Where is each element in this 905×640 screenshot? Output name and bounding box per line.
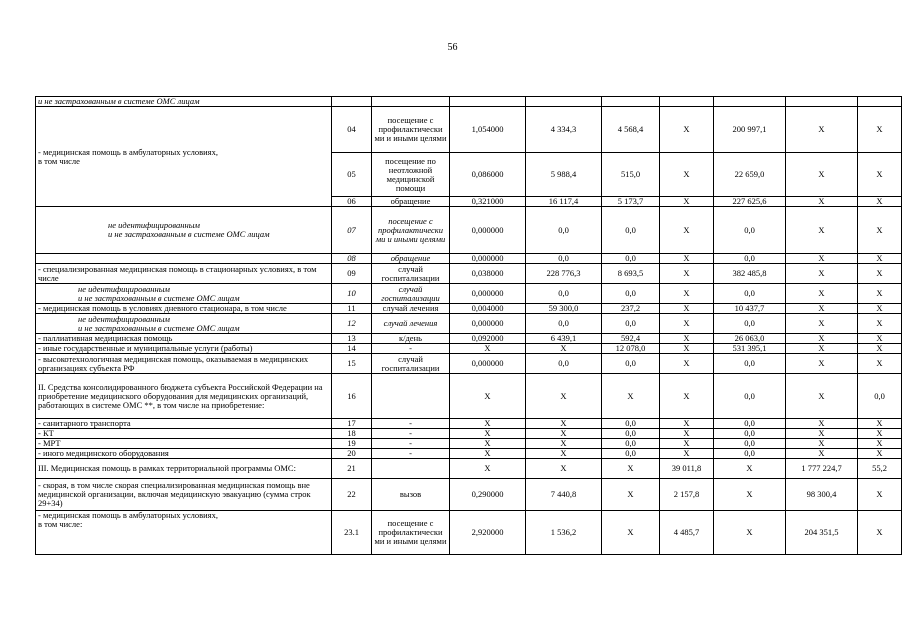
cell-per-capita-oms: X <box>660 334 714 344</box>
row-description <box>36 459 332 479</box>
row-unit <box>372 459 450 479</box>
cell-volume-norm: 0,086000 <box>450 153 526 197</box>
row-number: 04 <box>332 107 372 153</box>
row-description <box>36 511 332 555</box>
cell-unit-cost: X <box>526 459 602 479</box>
row-number: 21 <box>332 459 372 479</box>
table-row <box>36 449 902 459</box>
cell-percent: 0,0 <box>858 374 902 419</box>
cell-unit-cost: 16 117,4 <box>526 197 602 207</box>
cell-per-capita-budget: 515,0 <box>602 153 660 197</box>
cell-cost-budget: 0,0 <box>714 284 786 304</box>
cell-cost-oms <box>786 97 858 107</box>
row-description <box>36 334 332 344</box>
cell-volume-norm: 0,038000 <box>450 264 526 284</box>
row-number <box>332 97 372 107</box>
cell-cost-budget: X <box>714 511 786 555</box>
cell-volume-norm: 0,000000 <box>450 354 526 374</box>
cell-cost-budget: X <box>714 479 786 511</box>
cell-per-capita-oms: X <box>660 264 714 284</box>
cell-per-capita-oms: X <box>660 439 714 449</box>
row-description-text: - медицинская помощь в условиях дневного стационара, в том числе <box>38 303 287 313</box>
row-description <box>36 419 332 429</box>
row-description <box>36 254 332 264</box>
cell-per-capita-oms: X <box>660 354 714 374</box>
cell-percent: X <box>858 304 902 314</box>
cell-percent: X <box>858 334 902 344</box>
cell-unit-cost: 0,0 <box>526 314 602 334</box>
cell-volume-norm: X <box>450 439 526 449</box>
cell-volume-norm: 2,920000 <box>450 511 526 555</box>
cell-percent: X <box>858 264 902 284</box>
cell-volume-norm: 0,000000 <box>450 284 526 304</box>
cell-unit-cost: 4 334,3 <box>526 107 602 153</box>
cell-percent: X <box>858 439 902 449</box>
row-number: 06 <box>332 197 372 207</box>
cell-per-capita-oms <box>660 97 714 107</box>
cell-cost-oms: X <box>786 354 858 374</box>
table-row <box>36 314 902 334</box>
cell-per-capita-oms: X <box>660 254 714 264</box>
row-unit: случай госпитализации <box>372 284 450 304</box>
row-number: 15 <box>332 354 372 374</box>
cell-percent: X <box>858 207 902 254</box>
row-number: 07 <box>332 207 372 254</box>
table-row <box>36 334 902 344</box>
cell-percent: X <box>858 284 902 304</box>
row-unit: - <box>372 449 450 459</box>
row-unit: - <box>372 429 450 439</box>
row-number: 09 <box>332 264 372 284</box>
row-description-text: - высокотехнологичная медицинская помощь, оказываемая в медицинских организациях субъекта РФ <box>38 353 309 373</box>
row-description-text: - паллиативная медицинская помощь <box>38 333 173 343</box>
cell-unit-cost: 5 988,4 <box>526 153 602 197</box>
cell-volume-norm: X <box>450 449 526 459</box>
row-number: 17 <box>332 419 372 429</box>
cell-volume-norm: 0,000000 <box>450 314 526 334</box>
cell-percent: X <box>858 354 902 374</box>
row-description-text: - специализированная медицинская помощь в стационарных условиях, в том числе <box>38 263 317 283</box>
table-row <box>36 419 902 429</box>
cell-percent: X <box>858 429 902 439</box>
table-row <box>36 354 902 374</box>
cell-per-capita-budget: X <box>602 374 660 419</box>
row-description-text: - КТ <box>38 428 54 438</box>
cell-volume-norm: X <box>450 344 526 354</box>
row-unit: к/день <box>372 334 450 344</box>
cell-cost-oms: X <box>786 374 858 419</box>
cell-per-capita-oms: 4 485,7 <box>660 511 714 555</box>
row-description-text: не идентифицированным и не застрахованным в системе ОМС лицам <box>78 283 240 303</box>
cell-volume-norm <box>450 97 526 107</box>
row-unit: случай лечения <box>372 314 450 334</box>
row-description <box>36 207 332 254</box>
row-unit: - <box>372 344 450 354</box>
row-unit: случай госпитализации <box>372 264 450 284</box>
cell-per-capita-budget: X <box>602 459 660 479</box>
row-unit: вызов <box>372 479 450 511</box>
cell-cost-budget: 0,0 <box>714 207 786 254</box>
cell-cost-budget: 0,0 <box>714 439 786 449</box>
cell-unit-cost: X <box>526 344 602 354</box>
row-description <box>36 479 332 511</box>
cell-cost-oms: X <box>786 419 858 429</box>
cell-volume-norm: X <box>450 459 526 479</box>
row-description-text: - иные государственные и муниципальные услуги (работы) <box>38 343 253 353</box>
cell-per-capita-oms: X <box>660 419 714 429</box>
cell-cost-oms: X <box>786 207 858 254</box>
cell-cost-oms: X <box>786 429 858 439</box>
table-row <box>36 304 902 314</box>
table-row <box>36 254 902 264</box>
row-unit: посещение с профилактически ми и иными целями <box>372 107 450 153</box>
cell-unit-cost <box>526 97 602 107</box>
cell-unit-cost: 0,0 <box>526 254 602 264</box>
cell-per-capita-budget: 0,0 <box>602 207 660 254</box>
row-unit: посещение по неотложной медицинской помощи <box>372 153 450 197</box>
cell-cost-budget: 382 485,8 <box>714 264 786 284</box>
row-number: 12 <box>332 314 372 334</box>
row-unit: случай госпитализации <box>372 354 450 374</box>
cell-per-capita-oms: X <box>660 197 714 207</box>
table-row <box>36 511 902 555</box>
cell-per-capita-budget: 8 693,5 <box>602 264 660 284</box>
cell-per-capita-budget: 0,0 <box>602 254 660 264</box>
cell-unit-cost: X <box>526 449 602 459</box>
cell-unit-cost: 59 300,0 <box>526 304 602 314</box>
cell-cost-budget: 0,0 <box>714 374 786 419</box>
cell-per-capita-budget: 0,0 <box>602 354 660 374</box>
row-number: 05 <box>332 153 372 197</box>
row-description-text: III. Медицинская помощь в рамках территориальной программы ОМС: <box>38 463 296 473</box>
table-row <box>36 284 902 304</box>
cell-cost-oms: X <box>786 284 858 304</box>
cell-per-capita-oms: X <box>660 153 714 197</box>
cell-volume-norm: X <box>450 419 526 429</box>
cell-volume-norm: 0,290000 <box>450 479 526 511</box>
cell-unit-cost: 228 776,3 <box>526 264 602 284</box>
cell-cost-oms: 1 777 224,7 <box>786 459 858 479</box>
cell-per-capita-oms: X <box>660 284 714 304</box>
row-unit: посещение с профилактически ми и иными целями <box>372 511 450 555</box>
cell-per-capita-budget: 0,0 <box>602 419 660 429</box>
cell-percent: 55,2 <box>858 459 902 479</box>
table-row <box>36 207 902 254</box>
row-number: 18 <box>332 429 372 439</box>
row-unit <box>372 97 450 107</box>
cell-cost-budget: 22 659,0 <box>714 153 786 197</box>
row-description-text: - медицинская помощь в амбулаторных условиях, в том числе: <box>38 510 218 529</box>
cell-percent: X <box>858 449 902 459</box>
cell-cost-oms: X <box>786 304 858 314</box>
cell-cost-oms: X <box>786 254 858 264</box>
row-description <box>36 429 332 439</box>
data-table <box>35 96 902 555</box>
cell-per-capita-oms: X <box>660 449 714 459</box>
cell-unit-cost: 1 536,2 <box>526 511 602 555</box>
row-description-text: - МРТ <box>38 438 61 448</box>
row-description <box>36 97 332 107</box>
row-description <box>36 314 332 334</box>
cell-per-capita-oms: X <box>660 107 714 153</box>
cell-unit-cost: 0,0 <box>526 207 602 254</box>
row-description-text: II. Средства консолидированного бюджета субъекта Российской Федерации на приобретение медицинского оборудования для медицинских организаций, работающих в системе ОМС **, в том числе на приобретение: <box>38 381 323 410</box>
cell-per-capita-budget: 0,0 <box>602 284 660 304</box>
row-number: 08 <box>332 254 372 264</box>
cell-unit-cost: X <box>526 429 602 439</box>
table-row <box>36 107 902 153</box>
cell-cost-budget: 0,0 <box>714 354 786 374</box>
cell-cost-budget: 0,0 <box>714 449 786 459</box>
row-unit: - <box>372 419 450 429</box>
cell-volume-norm: 0,000000 <box>450 207 526 254</box>
cell-volume-norm: X <box>450 374 526 419</box>
cell-percent <box>858 97 902 107</box>
row-number: 10 <box>332 284 372 304</box>
cell-cost-budget: X <box>714 459 786 479</box>
cell-percent: X <box>858 314 902 334</box>
page-number: 56 <box>447 42 458 53</box>
cell-volume-norm: X <box>450 429 526 439</box>
cell-per-capita-budget: 0,0 <box>602 314 660 334</box>
cell-percent: X <box>858 479 902 511</box>
row-description-text: - скорая, в том числе скорая специализированная медицинская помощь вне медицинской организации, включая медицинскую эвакуацию (сумма строк 29+34) <box>38 480 311 508</box>
cell-per-capita-budget: 0,0 <box>602 429 660 439</box>
table-row <box>36 97 902 107</box>
row-description <box>36 284 332 304</box>
cell-unit-cost: X <box>526 374 602 419</box>
row-description-text: не идентифицированным и не застрахованным в системе ОМС лицам <box>108 220 270 239</box>
row-unit: случай лечения <box>372 304 450 314</box>
cell-cost-oms: X <box>786 334 858 344</box>
cell-per-capita-budget: X <box>602 511 660 555</box>
cell-per-capita-budget: 592,4 <box>602 334 660 344</box>
cell-cost-oms: X <box>786 153 858 197</box>
row-number: 22 <box>332 479 372 511</box>
table-row <box>36 459 902 479</box>
cell-cost-budget: 531 395,1 <box>714 344 786 354</box>
cell-percent: X <box>858 197 902 207</box>
cell-volume-norm: 1,054000 <box>450 107 526 153</box>
cell-cost-budget: 0,0 <box>714 419 786 429</box>
row-description-text: и не застрахованным в системе ОМС лицам <box>38 96 200 106</box>
cell-unit-cost: X <box>526 439 602 449</box>
cell-per-capita-budget: 237,2 <box>602 304 660 314</box>
row-unit: посещение с профилактически ми и иными целями <box>372 207 450 254</box>
cell-cost-oms: X <box>786 197 858 207</box>
row-description <box>36 304 332 314</box>
row-number: 14 <box>332 344 372 354</box>
cell-percent: X <box>858 344 902 354</box>
cell-cost-oms: 98 300,4 <box>786 479 858 511</box>
row-unit <box>372 374 450 419</box>
cell-cost-oms: X <box>786 344 858 354</box>
cell-unit-cost: 0,0 <box>526 354 602 374</box>
cell-cost-budget: 0,0 <box>714 314 786 334</box>
table-row <box>36 264 902 284</box>
row-description-text: не идентифицированным и не застрахованным в системе ОМС лицам <box>78 313 240 333</box>
cell-per-capita-budget <box>602 97 660 107</box>
row-description <box>36 374 332 419</box>
cell-percent: X <box>858 254 902 264</box>
cell-cost-budget: 26 063,0 <box>714 334 786 344</box>
cell-volume-norm: 0,092000 <box>450 334 526 344</box>
row-number: 11 <box>332 304 372 314</box>
cell-cost-oms: X <box>786 314 858 334</box>
row-description <box>36 449 332 459</box>
cell-per-capita-oms: X <box>660 429 714 439</box>
table-row <box>36 344 902 354</box>
cell-per-capita-oms: 2 157,8 <box>660 479 714 511</box>
row-number: 13 <box>332 334 372 344</box>
cell-volume-norm: 0,000000 <box>450 254 526 264</box>
row-description <box>36 354 332 374</box>
cell-percent: X <box>858 107 902 153</box>
cell-per-capita-budget: 4 568,4 <box>602 107 660 153</box>
cell-unit-cost: 0,0 <box>526 284 602 304</box>
cell-per-capita-budget: 5 173,7 <box>602 197 660 207</box>
cell-unit-cost: X <box>526 419 602 429</box>
cell-cost-oms: 204 351,5 <box>786 511 858 555</box>
row-description-text: - санитарного транспорта <box>38 418 131 428</box>
row-number: 19 <box>332 439 372 449</box>
cell-percent: X <box>858 511 902 555</box>
cell-cost-budget: 227 625,6 <box>714 197 786 207</box>
row-unit: - <box>372 439 450 449</box>
table-row <box>36 439 902 449</box>
row-description <box>36 344 332 354</box>
cell-cost-oms: X <box>786 107 858 153</box>
cell-per-capita-oms: X <box>660 374 714 419</box>
cell-per-capita-oms: X <box>660 314 714 334</box>
cell-cost-budget: 0,0 <box>714 254 786 264</box>
cell-cost-oms: X <box>786 439 858 449</box>
cell-volume-norm: 0,321000 <box>450 197 526 207</box>
cell-per-capita-oms: 39 011,8 <box>660 459 714 479</box>
cell-cost-oms: X <box>786 449 858 459</box>
table-row <box>36 374 902 419</box>
cell-unit-cost: 6 439,1 <box>526 334 602 344</box>
row-number: 20 <box>332 449 372 459</box>
row-description-text: - иного медицинского оборудования <box>38 448 169 458</box>
table-row <box>36 479 902 511</box>
row-description <box>36 439 332 449</box>
cell-percent: X <box>858 153 902 197</box>
row-description: - медицинская помощь в амбулаторных условиях, в том числе <box>36 107 332 207</box>
row-description <box>36 264 332 284</box>
cell-cost-budget: 10 437,7 <box>714 304 786 314</box>
cell-cost-budget <box>714 97 786 107</box>
table-row <box>36 429 902 439</box>
cell-cost-budget: 200 997,1 <box>714 107 786 153</box>
cell-per-capita-budget: X <box>602 479 660 511</box>
cell-volume-norm: 0,004000 <box>450 304 526 314</box>
cell-per-capita-budget: 0,0 <box>602 439 660 449</box>
row-unit: обращение <box>372 254 450 264</box>
cell-per-capita-budget: 0,0 <box>602 449 660 459</box>
cell-cost-budget: 0,0 <box>714 429 786 439</box>
cell-per-capita-oms: X <box>660 344 714 354</box>
row-number: 16 <box>332 374 372 419</box>
row-number: 23.1 <box>332 511 372 555</box>
cell-percent: X <box>858 419 902 429</box>
cell-per-capita-budget: 12 078,0 <box>602 344 660 354</box>
cell-per-capita-oms: X <box>660 207 714 254</box>
cell-unit-cost: 7 440,8 <box>526 479 602 511</box>
row-unit: обращение <box>372 197 450 207</box>
cell-cost-oms: X <box>786 264 858 284</box>
cell-per-capita-oms: X <box>660 304 714 314</box>
